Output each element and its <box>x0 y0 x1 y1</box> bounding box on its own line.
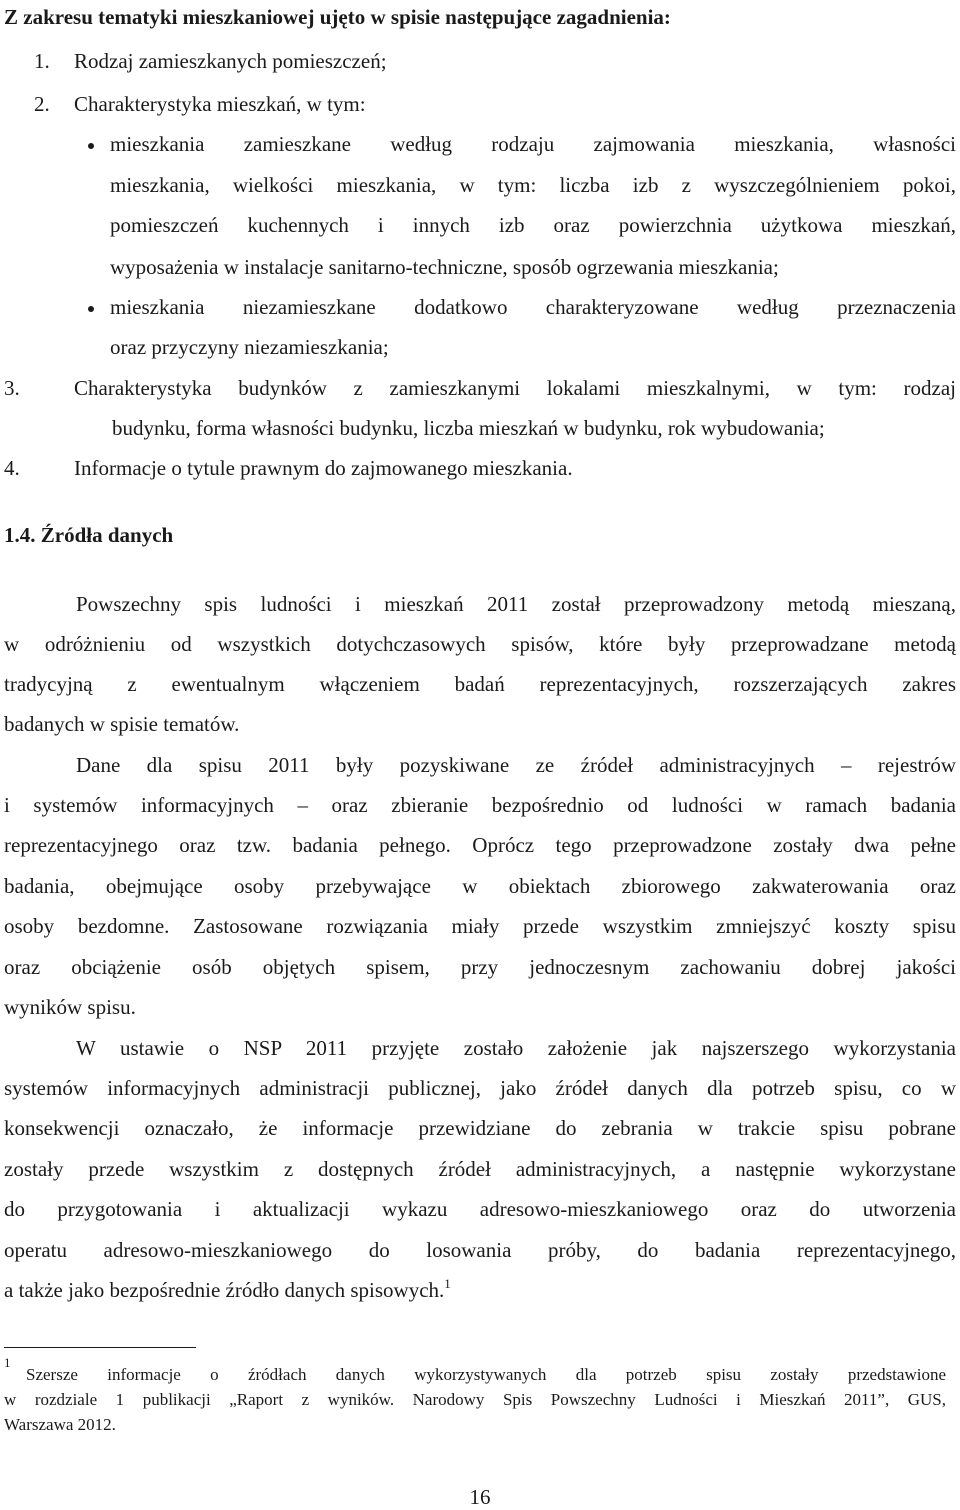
paragraph-line: reprezentacyjnego oraz tzw. badania pełnego. Oprócz tego przeprowadzone zostały dwa pełne <box>4 833 956 857</box>
paragraph-line: w odróżnieniu od wszystkich dotychczasowych spisów, które były przeprowadzane metodą <box>4 632 956 656</box>
paragraph-line: do przygotowania i aktualizacji wykazu adresowo-mieszkaniowego oraz do utworzenia <box>4 1197 956 1221</box>
footnote-line: w rozdziale 1 publikacji „Raport z wyników. Narodowy Spis Powszechny Ludności i Mieszkań 2011”, GUS, <box>4 1390 946 1409</box>
list-item-text: Informacje o tytule prawnym do zajmowanego mieszkania. <box>74 456 573 480</box>
paragraph-line: konsekwencji oznaczało, że informacje przewidziane do zebrania w trakcie spisu pobrane <box>4 1116 956 1140</box>
bullet-line: wyposażenia w instalacje sanitarno-techniczne, sposób ogrzewania mieszkania; <box>110 255 779 279</box>
paragraph-line-with-footnote <box>4 1275 451 1305</box>
list-item-text: budynku, forma własności budynku, liczba mieszkań w budynku, rok wybudowania; <box>112 416 825 440</box>
section-heading: 1.4. Źródła danych <box>4 523 174 547</box>
bullet-line: mieszkania zamieszkane według rodzaju zajmowania mieszkania, własności <box>110 132 956 156</box>
bullet-dot <box>88 143 94 149</box>
paragraph-line: Powszechny spis ludności i mieszkań 2011 został przeprowadzony metodą mieszaną, <box>76 592 956 616</box>
footnote-reference[interactable]: 1 <box>444 1276 451 1291</box>
footnote-line: Szersze informacje o źródłach danych wykorzystywanych dla potrzeb spisu zostały przedstawione <box>26 1365 946 1384</box>
footnote-separator <box>4 1347 196 1348</box>
paragraph-line: oraz obciążenie osób objętych spisem, przy jednoczesnym zachowaniu dobrej jakości <box>4 955 956 979</box>
list-item-number: 3. <box>4 376 20 400</box>
bullet-line: pomieszczeń kuchennych i innych izb oraz powierzchnia użytkowa mieszkań, <box>110 213 956 237</box>
paragraph-line: badania, obejmujące osoby przebywające w obiektach zbiorowego zakwaterowania oraz <box>4 874 956 898</box>
paragraph-line: wyników spisu. <box>4 995 136 1019</box>
bullet-line: mieszkania, wielkości mieszkania, w tym: liczba izb z wyszczególnieniem pokoi, <box>110 173 956 197</box>
paragraph-line: osoby bezdomne. Zastosowane rozwiązania miały przede wszystkim zmniejszyć koszty spisu <box>4 914 956 938</box>
list-item-number: 4. <box>4 456 20 480</box>
paragraph-line: tradycyjną z ewentualnym włączeniem badań reprezentacyjnych, rozszerzających zakres <box>4 672 956 696</box>
bullet-dot <box>88 306 94 312</box>
footnote-line: Warszawa 2012. <box>4 1415 116 1434</box>
paragraph-line: systemów informacyjnych administracji publicznej, jako źródeł danych dla potrzeb spisu, co w <box>4 1076 956 1100</box>
list-item-text: Charakterystyka mieszkań, w tym: <box>74 92 366 116</box>
intro-heading: Z zakresu tematyki mieszkaniowej ujęto w spisie następujące zagadnienia: <box>4 5 671 29</box>
paragraph-line: Dane dla spisu 2011 były pozyskiwane ze źródeł administracyjnych – rejestrów <box>76 753 956 777</box>
paragraph-line: i systemów informacyjnych – oraz zbieranie bezpośrednio od ludności w ramach badania <box>4 793 956 817</box>
page-number: 16 <box>469 1485 491 1509</box>
paragraph-line: operatu adresowo-mieszkaniowego do losowania próby, do badania reprezentacyjnego, <box>4 1238 956 1262</box>
bullet-line: mieszkania niezamieszkane dodatkowo charakteryzowane według przeznaczenia <box>110 295 956 319</box>
paragraph-text: a także jako bezpośrednie źródło danych spisowych. <box>4 1278 445 1302</box>
list-item-number: 2. <box>34 92 50 116</box>
paragraph-line: badanych w spisie tematów. <box>4 712 240 736</box>
list-item-text: Charakterystyka budynków z zamieszkanymi lokalami mieszkalnymi, w tym: rodzaj <box>74 376 956 400</box>
bullet-line: oraz przyczyny niezamieszkania; <box>110 335 389 359</box>
footnote-mark: 1 <box>4 1355 11 1370</box>
list-item-number: 1. <box>34 49 50 73</box>
list-item-text: Rodzaj zamieszkanych pomieszczeń; <box>74 49 387 73</box>
paragraph-line: zostały przede wszystkim z dostępnych źródeł administracyjnych, a następnie wykorzystane <box>4 1157 956 1181</box>
paragraph-line: W ustawie o NSP 2011 przyjęte zostało założenie jak najszerszego wykorzystania <box>76 1036 956 1060</box>
